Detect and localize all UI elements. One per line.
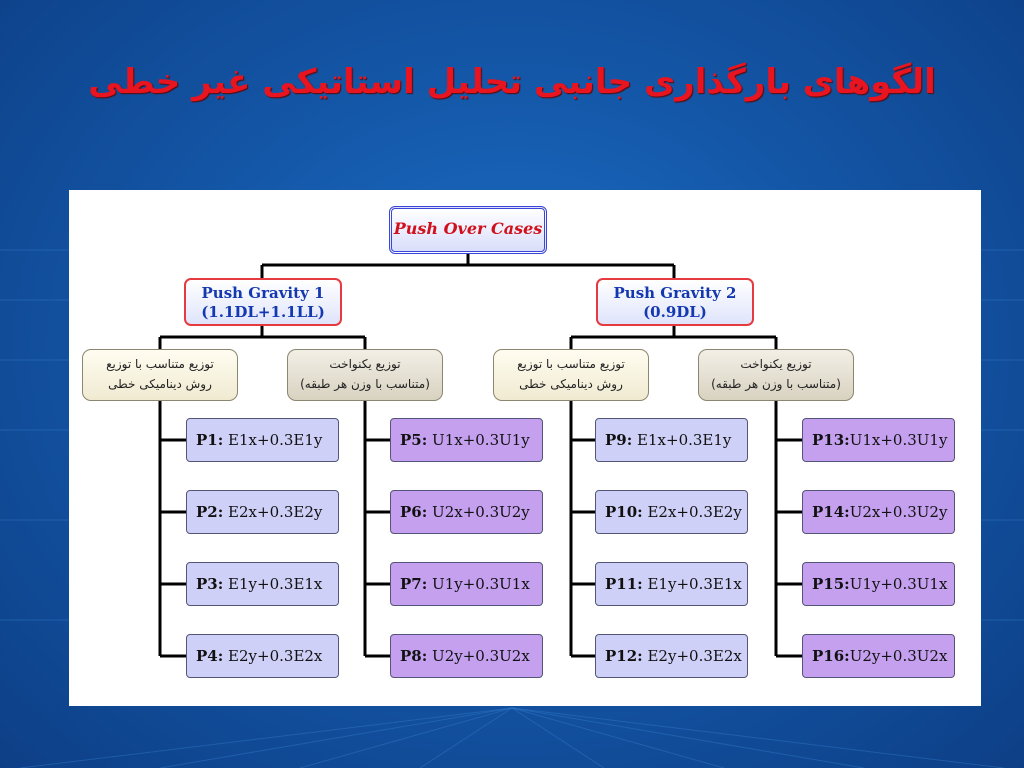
- category-uniform-distribution-2: [698, 349, 854, 401]
- load-case-p5: P5: U1x+0.3U1y: [390, 418, 543, 462]
- root-node-push-over-cases: Push Over Cases: [389, 206, 547, 254]
- pushover-tree-diagram: [69, 190, 981, 706]
- load-case-p10: P10: E2x+0.3E2y: [595, 490, 748, 534]
- category-line-2: (متناسب با وزن هر طبقه): [711, 377, 841, 391]
- load-case-p13: P13:U1x+0.3U1y: [802, 418, 955, 462]
- category-dynamic-distribution-1: [82, 349, 238, 401]
- load-case-p16: P16:U2y+0.3U2x: [802, 634, 955, 678]
- load-case-p14: P14:U2x+0.3U2y: [802, 490, 955, 534]
- gravity-node-2-title: Push Gravity 2: [613, 284, 737, 302]
- category-line-2: روش دینامیکی خطی: [519, 377, 623, 391]
- slide-title: الگوهای بارگذاری جانبی تحلیل استاتیکی غیر خطی: [88, 62, 936, 102]
- load-case-p2: P2: E2x+0.3E2y: [186, 490, 339, 534]
- load-case-p12: P12: E2y+0.3E2x: [595, 634, 748, 678]
- category-line-2: روش دینامیکی خطی: [108, 377, 212, 391]
- load-case-p15: P15:U1y+0.3U1x: [802, 562, 955, 606]
- category-line-1: توزیع متناسب با توزیع: [106, 357, 214, 371]
- category-uniform-distribution-1: [287, 349, 443, 401]
- load-case-p9: P9: E1x+0.3E1y: [595, 418, 748, 462]
- category-line-1: توزیع متناسب با توزیع: [517, 357, 625, 371]
- gravity-node-2: [596, 278, 754, 326]
- load-case-p6: P6: U2x+0.3U2y: [390, 490, 543, 534]
- gravity-node-2-combination: (0.9DL): [643, 303, 707, 321]
- load-case-p7: P7: U1y+0.3U1x: [390, 562, 543, 606]
- load-case-p4: P4: E2y+0.3E2x: [186, 634, 339, 678]
- gravity-node-1-combination: (1.1DL+1.1LL): [201, 303, 325, 321]
- gravity-node-1-title: Push Gravity 1: [201, 284, 325, 302]
- load-case-p1: P1: E1x+0.3E1y: [186, 418, 339, 462]
- load-case-p8: P8: U2y+0.3U2x: [390, 634, 543, 678]
- category-line-2: (متناسب با وزن هر طبقه): [300, 377, 430, 391]
- load-case-p3: P3: E1y+0.3E1x: [186, 562, 339, 606]
- category-line-1: توزیع یکنواخت: [740, 357, 812, 371]
- category-dynamic-distribution-2: [493, 349, 649, 401]
- category-line-1: توزیع یکنواخت: [329, 357, 401, 371]
- gravity-node-1: [184, 278, 342, 326]
- load-case-p11: P11: E1y+0.3E1x: [595, 562, 748, 606]
